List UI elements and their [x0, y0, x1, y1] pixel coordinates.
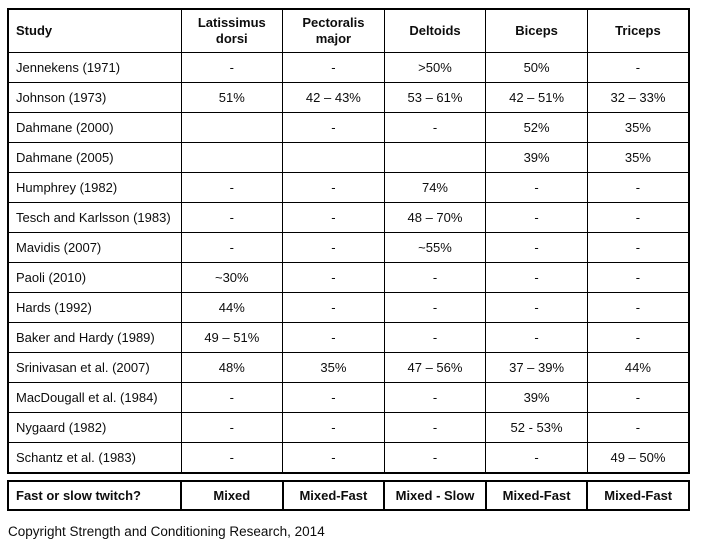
- value-cell: 51%: [181, 83, 283, 113]
- value-cell: 49 – 50%: [587, 443, 689, 474]
- column-header: Pectoralis major: [283, 9, 385, 53]
- value-cell: -: [384, 323, 486, 353]
- value-cell: -: [587, 413, 689, 443]
- value-cell: -: [587, 323, 689, 353]
- value-cell: -: [181, 443, 283, 474]
- value-cell: 39%: [486, 383, 588, 413]
- value-cell: 47 – 56%: [384, 353, 486, 383]
- value-cell: 74%: [384, 173, 486, 203]
- value-cell: -: [283, 173, 385, 203]
- study-cell: Mavidis (2007): [8, 233, 181, 263]
- value-cell: -: [384, 443, 486, 474]
- table-row: [8, 143, 689, 173]
- table-row: [8, 353, 689, 383]
- value-cell: 52%: [486, 113, 588, 143]
- value-cell: [181, 113, 283, 143]
- study-cell: Schantz et al. (1983): [8, 443, 181, 474]
- table-row: [8, 233, 689, 263]
- value-cell: -: [283, 443, 385, 474]
- value-cell: -: [587, 293, 689, 323]
- value-cell: -: [587, 233, 689, 263]
- value-cell: -: [486, 293, 588, 323]
- study-cell: Tesch and Karlsson (1983): [8, 203, 181, 233]
- summary-value: Mixed - Slow: [384, 481, 486, 510]
- value-cell: [283, 143, 385, 173]
- value-cell: -: [181, 203, 283, 233]
- table-row: [8, 293, 689, 323]
- value-cell: -: [384, 293, 486, 323]
- value-cell: 48%: [181, 353, 283, 383]
- value-cell: -: [283, 233, 385, 263]
- table-row: [8, 323, 689, 353]
- value-cell: -: [384, 383, 486, 413]
- column-header-study: Study: [8, 9, 181, 53]
- table-row: [8, 53, 689, 83]
- study-cell: Srinivasan et al. (2007): [8, 353, 181, 383]
- value-cell: -: [283, 113, 385, 143]
- study-cell: Jennekens (1971): [8, 53, 181, 83]
- value-cell: -: [384, 413, 486, 443]
- summary-body: [8, 481, 689, 510]
- value-cell: -: [384, 113, 486, 143]
- value-cell: 35%: [587, 113, 689, 143]
- value-cell: -: [283, 263, 385, 293]
- table-row: [8, 263, 689, 293]
- value-cell: 50%: [486, 53, 588, 83]
- value-cell: -: [283, 413, 385, 443]
- summary-value: Mixed-Fast: [283, 481, 385, 510]
- value-cell: -: [181, 383, 283, 413]
- table-body: [8, 53, 689, 474]
- value-cell: -: [384, 263, 486, 293]
- column-header: Biceps: [486, 9, 588, 53]
- value-cell: 48 – 70%: [384, 203, 486, 233]
- value-cell: 35%: [587, 143, 689, 173]
- column-header: Triceps: [587, 9, 689, 53]
- table-header-row: [8, 9, 689, 53]
- value-cell: 35%: [283, 353, 385, 383]
- study-cell: Paoli (2010): [8, 263, 181, 293]
- muscle-fiber-type-table: [7, 8, 690, 474]
- value-cell: 44%: [587, 353, 689, 383]
- summary-value: Mixed-Fast: [486, 481, 588, 510]
- value-cell: -: [486, 263, 588, 293]
- value-cell: ~55%: [384, 233, 486, 263]
- value-cell: -: [486, 233, 588, 263]
- value-cell: 53 – 61%: [384, 83, 486, 113]
- value-cell: -: [486, 323, 588, 353]
- table-row: [8, 113, 689, 143]
- table-row: [8, 443, 689, 474]
- value-cell: -: [587, 263, 689, 293]
- value-cell: -: [283, 203, 385, 233]
- value-cell: 52 - 53%: [486, 413, 588, 443]
- column-header: Deltoids: [384, 9, 486, 53]
- value-cell: 39%: [486, 143, 588, 173]
- table-header: [8, 9, 689, 53]
- value-cell: -: [181, 233, 283, 263]
- study-cell: Johnson (1973): [8, 83, 181, 113]
- value-cell: 37 – 39%: [486, 353, 588, 383]
- value-cell: 32 – 33%: [587, 83, 689, 113]
- value-cell: [384, 143, 486, 173]
- value-cell: ~30%: [181, 263, 283, 293]
- twitch-summary-table: [7, 480, 690, 511]
- value-cell: -: [283, 53, 385, 83]
- value-cell: -: [283, 323, 385, 353]
- value-cell: -: [587, 53, 689, 83]
- summary-value: Mixed: [181, 481, 283, 510]
- summary-label: Fast or slow twitch?: [8, 481, 181, 510]
- value-cell: 42 – 43%: [283, 83, 385, 113]
- table-row: [8, 413, 689, 443]
- value-cell: -: [486, 443, 588, 474]
- study-cell: Nygaard (1982): [8, 413, 181, 443]
- study-cell: Hards (1992): [8, 293, 181, 323]
- study-cell: MacDougall et al. (1984): [8, 383, 181, 413]
- study-cell: Dahmane (2000): [8, 113, 181, 143]
- value-cell: 44%: [181, 293, 283, 323]
- value-cell: >50%: [384, 53, 486, 83]
- value-cell: -: [283, 293, 385, 323]
- value-cell: -: [486, 203, 588, 233]
- table-row: [8, 83, 689, 113]
- study-cell: Dahmane (2005): [8, 143, 181, 173]
- value-cell: -: [283, 383, 385, 413]
- table-row: [8, 173, 689, 203]
- value-cell: -: [587, 383, 689, 413]
- value-cell: -: [587, 203, 689, 233]
- value-cell: -: [181, 53, 283, 83]
- value-cell: -: [486, 173, 588, 203]
- study-cell: Baker and Hardy (1989): [8, 323, 181, 353]
- study-cell: Humphrey (1982): [8, 173, 181, 203]
- table-row: [8, 203, 689, 233]
- value-cell: 42 – 51%: [486, 83, 588, 113]
- column-header: Latissimus dorsi: [181, 9, 283, 53]
- value-cell: -: [181, 413, 283, 443]
- summary-row: [8, 481, 689, 510]
- value-cell: 49 – 51%: [181, 323, 283, 353]
- value-cell: -: [587, 173, 689, 203]
- value-cell: -: [181, 173, 283, 203]
- value-cell: [181, 143, 283, 173]
- summary-value: Mixed-Fast: [587, 481, 689, 510]
- table-row: [8, 383, 689, 413]
- copyright-text: Copyright Strength and Conditioning Research, 2014: [8, 524, 325, 539]
